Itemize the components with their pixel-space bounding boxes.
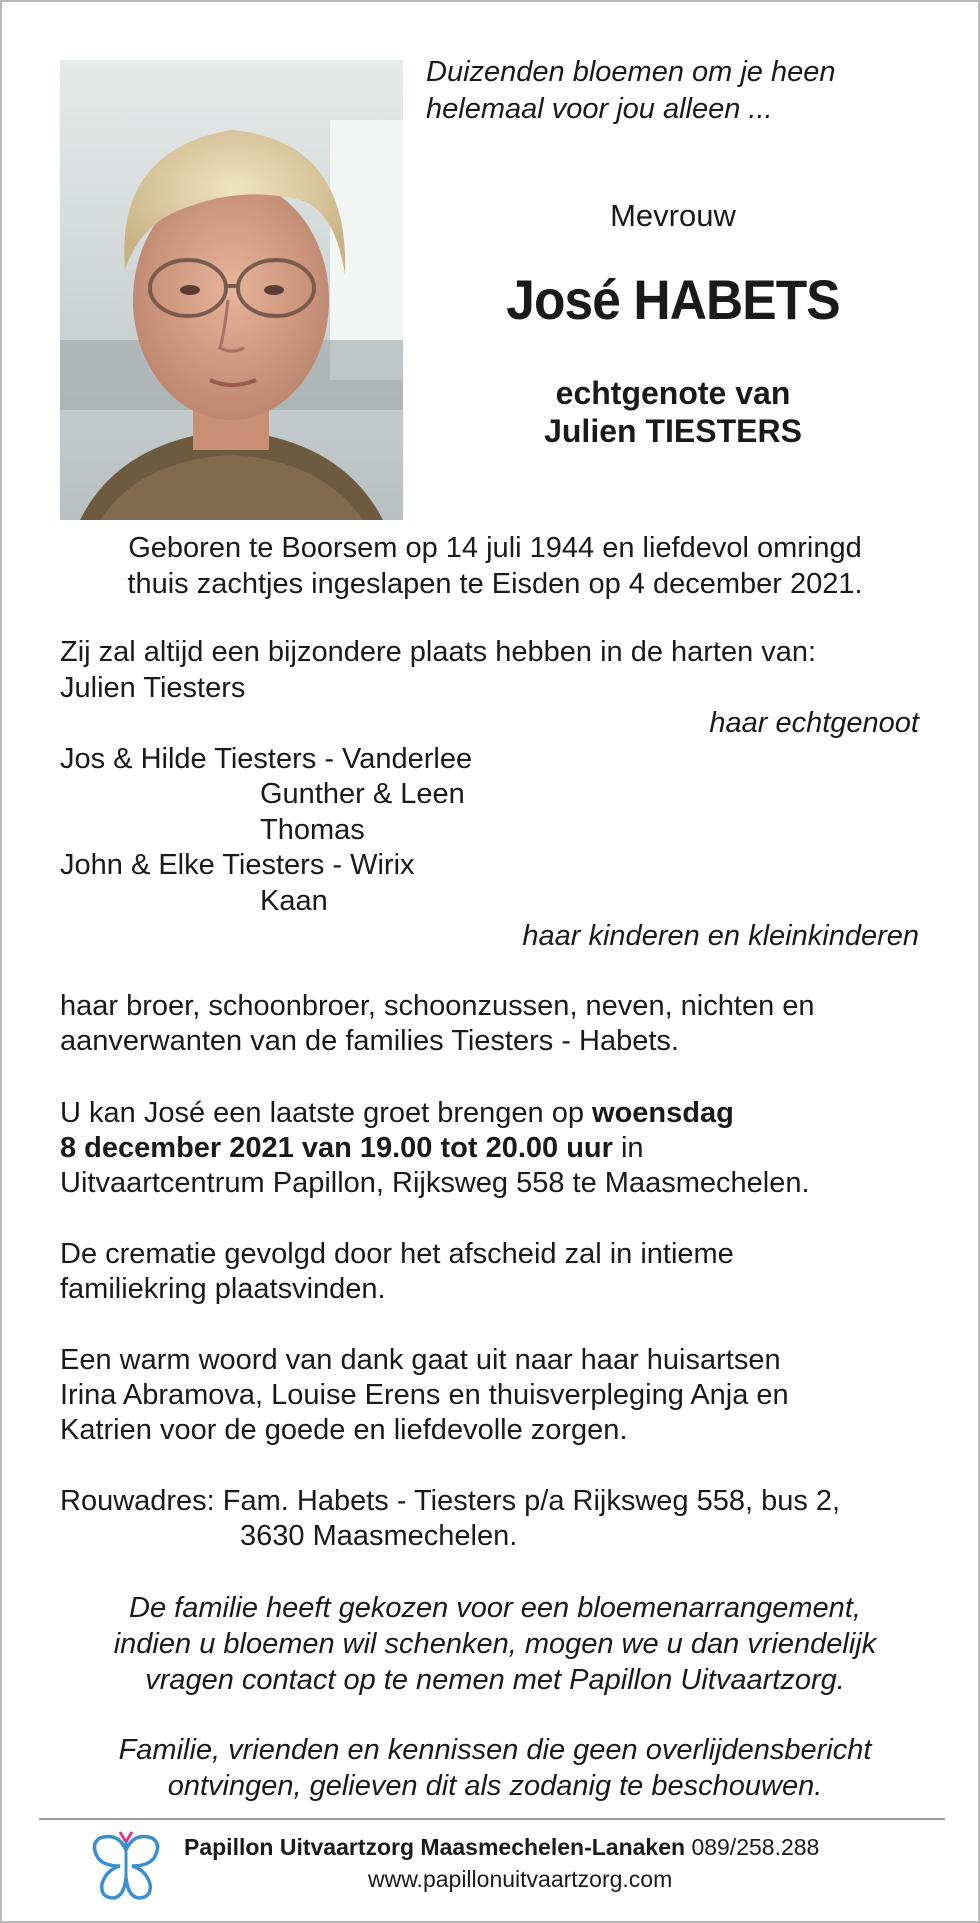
footer-divider — [39, 1818, 945, 1820]
birth-line: Geboren te Boorsem op 14 juli 1944 en liefdevol omringd — [128, 532, 862, 564]
flowers-note — [60, 1590, 930, 1698]
cremation-line: De crematie gevolgd door het afscheid zal in intieme — [60, 1238, 734, 1270]
poem-line: Duizenden bloemen om je heen — [426, 56, 836, 88]
flowers-note-line: De familie heeft gekozen voor een bloemenarrangement, — [129, 1592, 861, 1624]
notice-note — [60, 1732, 930, 1804]
butterfly-icon — [88, 1828, 164, 1904]
flowers-note-line: vragen contact op te nemen met Papillon Uitvaartzorg. — [145, 1664, 845, 1696]
company-phone: 089/258.288 — [691, 1834, 820, 1860]
visitation-day: woensdag — [592, 1097, 734, 1129]
thanks-line: Katrien voor de goede en liefdevolle zorgen. — [60, 1414, 628, 1446]
visitation-line — [60, 1130, 644, 1166]
poem-line: helemaal voor jou alleen ... — [426, 93, 773, 125]
family-intro: Zij zal altijd een bijzondere plaats hebben in de harten van: — [60, 636, 817, 668]
family-grandchild: Gunther & Leen — [260, 778, 465, 810]
family-child: Jos & Hilde Tiesters - Vanderlee — [60, 743, 473, 775]
spouse-block — [420, 374, 926, 450]
deceased-name: José HABETS — [506, 268, 840, 331]
title-prefix: Mevrouw — [610, 198, 736, 233]
address-line: Rouwadres: Fam. Habets - Tiesters p/a Rijksweg 558, bus 2, — [60, 1485, 841, 1517]
company-website[interactable]: www.papillonuitvaartzorg.com — [368, 1866, 673, 1892]
children-role: haar kinderen en kleinkinderen — [522, 920, 919, 952]
thanks-line: Een warm woord van dank gaat uit naar haar huisartsen — [60, 1344, 781, 1376]
family-spouse: Julien Tiesters — [60, 672, 246, 704]
family-grandchild: Thomas — [260, 814, 365, 846]
death-line: thuis zachtjes ingeslapen te Eisden op 4 december 2021. — [127, 568, 863, 600]
visitation-line — [60, 1095, 734, 1131]
visitation-text: U kan José een laatste groet brengen op — [60, 1097, 593, 1129]
birth-death-text — [60, 530, 930, 602]
flowers-note-line: indien u bloemen wil schenken, mogen we u dan vriendelijk — [113, 1628, 877, 1660]
company-name: Papillon Uitvaartzorg Maasmechelen-Lanaken — [184, 1834, 686, 1860]
family-child: John & Elke Tiesters - Wirix — [60, 849, 415, 881]
spouse-relation: echtgenote van — [555, 375, 791, 411]
address-line: 3630 Maasmechelen. — [240, 1520, 518, 1552]
relatives-line: haar broer, schoonbroer, schoonzussen, neven, nichten en — [60, 990, 815, 1022]
footer-company — [184, 1832, 819, 1862]
visitation-location: Uitvaartcentrum Papillon, Rijksweg 558 te Maasmechelen. — [60, 1167, 810, 1199]
visitation-datetime: 8 december 2021 van 19.00 tot 20.00 uur — [60, 1132, 613, 1164]
thanks-line: Irina Abramova, Louise Erens en thuisverpleging Anja en — [60, 1379, 789, 1411]
notice-note-line: Familie, vrienden en kennissen die geen overlijdensbericht — [118, 1734, 872, 1766]
notice-note-line: ontvingen, gelieven dit als zodanig te beschouwen. — [167, 1770, 823, 1802]
portrait-photo — [60, 60, 403, 520]
cremation-line: familiekring plaatsvinden. — [60, 1273, 386, 1305]
family-grandchild: Kaan — [260, 885, 328, 917]
spouse-name: Julien TIESTERS — [544, 413, 802, 449]
visitation-text: in — [612, 1132, 644, 1164]
spouse-role: haar echtgenoot — [709, 707, 919, 739]
poem — [426, 54, 836, 128]
relatives-line: aanverwanten van de families Tiesters - Habets. — [60, 1025, 679, 1057]
